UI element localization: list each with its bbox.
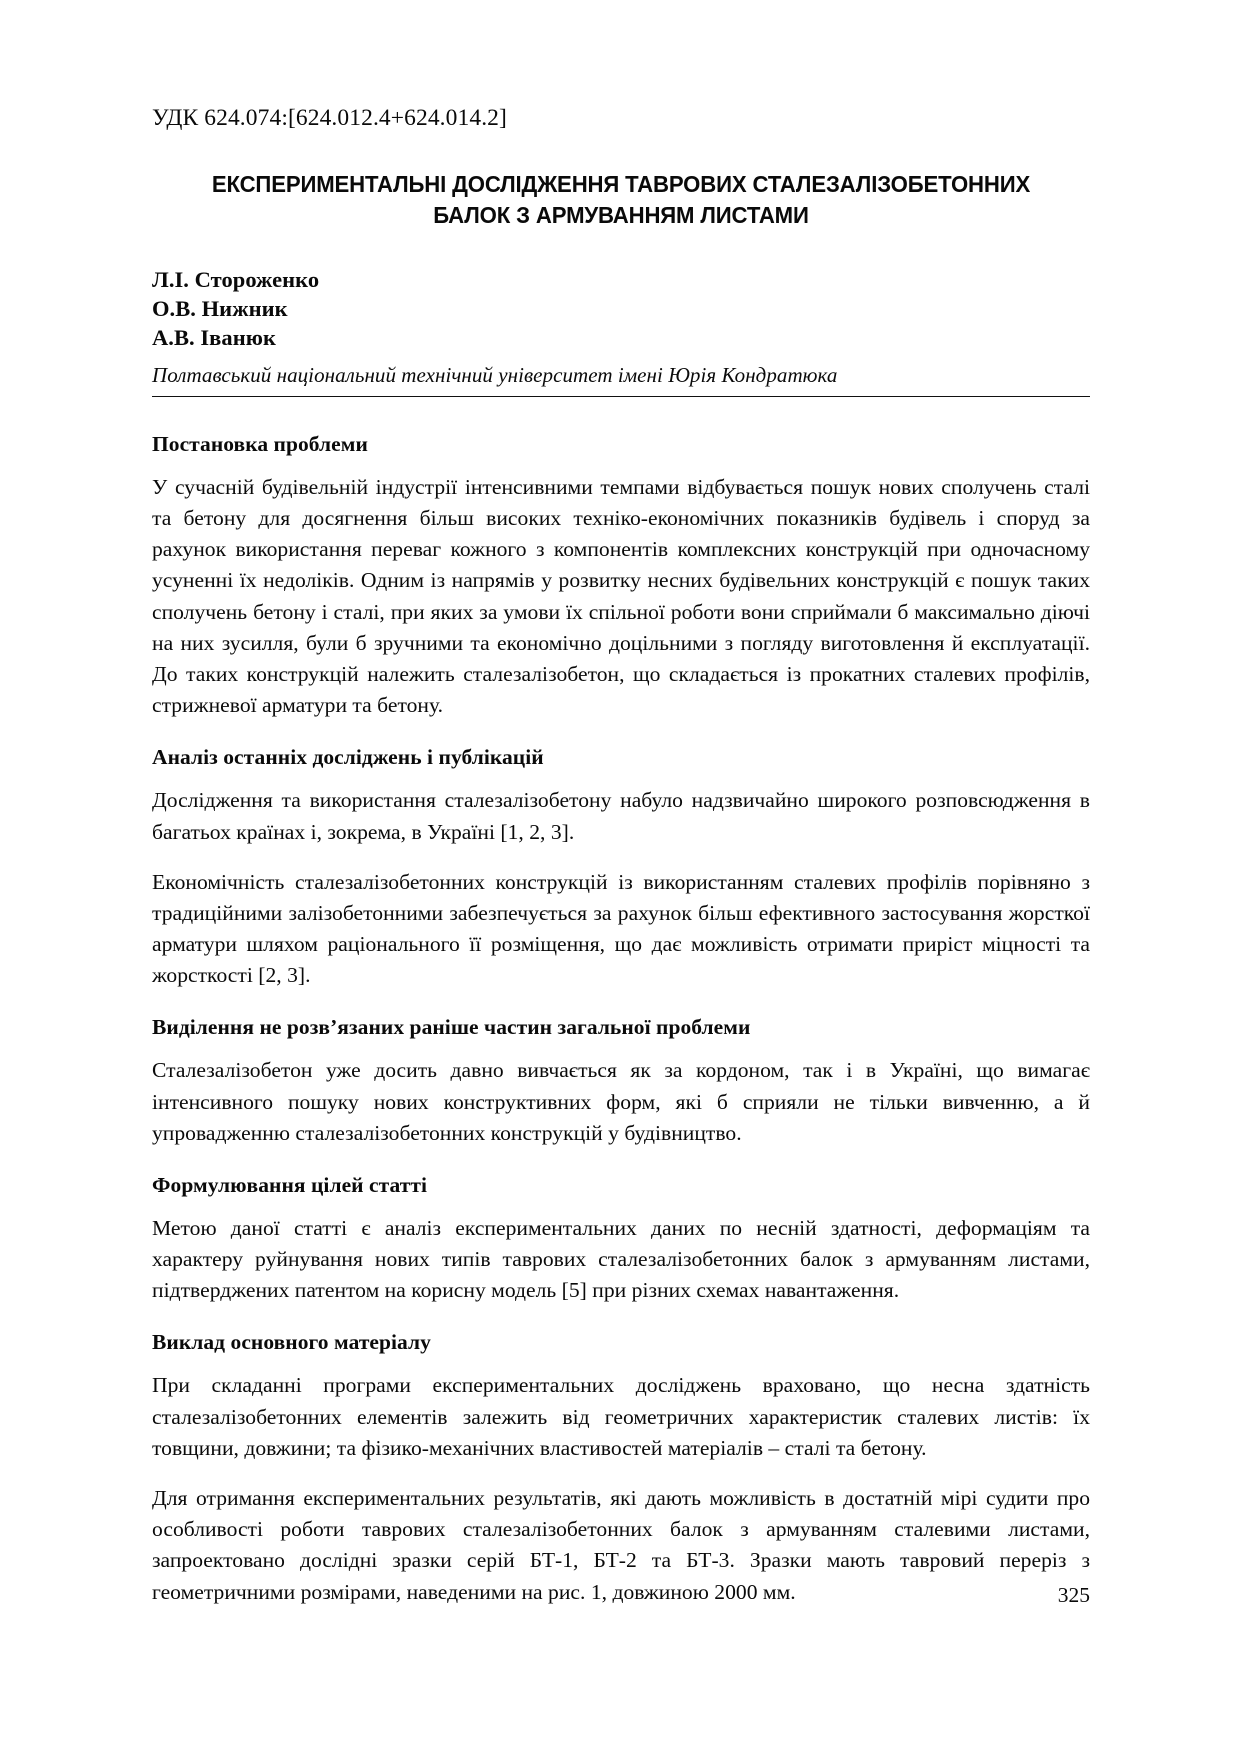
paragraph: При складанні програми експериментальних досліджень враховано, що несна здатність сталезалізобетонних елементів залежить від геометричних характеристик сталевих листів: їх товщини, довжини; та фізико-механічних властивостей матеріалів – сталі та бетону. — [152, 1373, 1090, 1460]
section-heading-article-goals: Формулювання цілей статті — [152, 1172, 427, 1197]
title-line-2: БАЛОК З АРМУВАННЯМ ЛИСТАМИ — [433, 202, 809, 228]
author-name: Л.І. Стороженко — [152, 266, 320, 292]
author-name: О.В. Нижник — [152, 295, 288, 321]
page-title — [173, 169, 1069, 230]
page-number: 325 — [1057, 1582, 1090, 1607]
section-heading-literature-analysis: Аналіз останніх досліджень і публікацій — [152, 745, 544, 770]
paragraph: У сучасній будівельній індустрії інтенсивними темпами відбувається пошук нових сполучень сталі та бетону для досягнення більш високих техніко-економічних показників будівель і споруд за рахунок використання переваг кожного з компонентів комплексних конструкцій при одночасному усуненні їх недоліків. Одним із напрямів у розвитку несних будівельних конструкцій є пошук таких сполучень бетону і сталі, при яких за умови їх спільної роботи вони сприймали б максимально діючі на них зусилля, були б зручними та економічно доцільними з погляду виготовлення й експлуатації. До таких конструкцій належить сталезалізобетон, що складається із прокатних сталевих профілів, стрижневої арматури та бетону. — [152, 474, 1090, 718]
section-heading-problem-statement: Постановка проблеми — [152, 431, 368, 456]
paragraph: Для отримання експериментальних результатів, які дають можливість в достатній мірі судити про особливості роботи таврових сталезалізобетонних балок з армуванням сталевими листами, запроектовано дослідні зразки серій БТ-1, БТ-2 та БТ-3. Зразки мають тавровий переріз з геометричними розмірами, наведеними на рис. 1, довжиною 2000 мм. — [152, 1485, 1090, 1604]
section-heading-unsolved-parts: Виділення не розв’язаних раніше частин загальної проблеми — [152, 1015, 751, 1040]
title-line-1: ЕКСПЕРИМЕНТАЛЬНІ ДОСЛІДЖЕННЯ ТАВРОВИХ СТАЛЕЗАЛІЗОБЕТОННИХ — [211, 171, 1031, 198]
paragraph: Сталезалізобетон уже досить давно вивчається як за кордоном, так і в Україні, що вимагає інтенсивного пошуку нових конструктивних форм, які б сприяли не тільки вивченню, а й упровадженню сталезалізобетонних конструкцій у будівництво. — [152, 1058, 1090, 1145]
paragraph: Метою даної статті є аналіз експериментальних даних по несній здатності, деформаціям та характеру руйнування нових типів таврових сталезалізобетонних балок з армуванням листами, підтверджених патентом на корисну модель [5] при різних схемах навантаження. — [152, 1215, 1090, 1303]
udc-code: УДК 624.074:[624.012.4+624.014.2] — [152, 105, 507, 131]
affiliation: Полтавський національний технічний університет імені Юрія Кондратюка — [152, 362, 838, 387]
author-list — [152, 265, 1090, 352]
author-name: А.В. Іванюк — [152, 324, 276, 350]
section-heading-main-material: Виклад основного матеріалу — [152, 1330, 431, 1355]
header-divider — [152, 396, 1090, 397]
paragraph: Дослідження та використання сталезалізобетону набуло надзвичайно широкого розповсюдження в багатьох країнах і, зокрема, в Україні [1, 2, 3]. — [152, 788, 1090, 844]
paragraph: Економічність сталезалізобетонних конструкцій із використанням сталевих профілів порівняно з традиційними залізобетонними забезпечується за рахунок більш ефективного застосування жорсткої арматури шляхом раціонального її розміщення, що дає можливість отримати приріст міцності та жорсткості [2, 3]. — [152, 869, 1090, 988]
